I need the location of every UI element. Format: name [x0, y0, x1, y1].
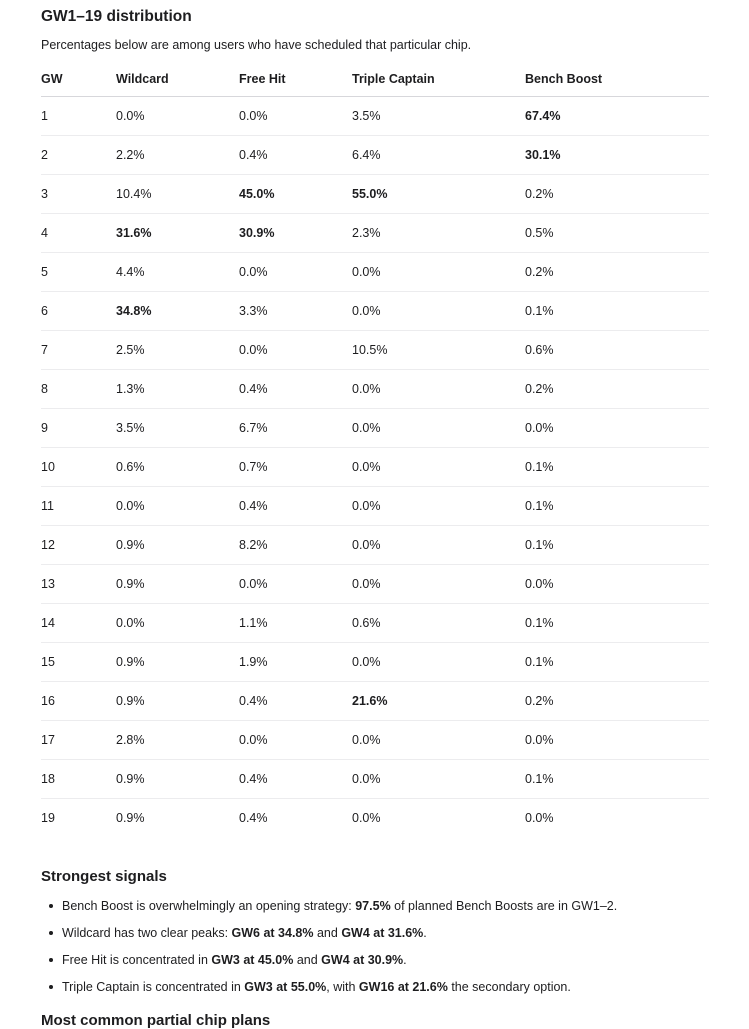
cell-wildcard: 0.6% — [116, 448, 239, 487]
cell-free-hit: 1.9% — [239, 643, 352, 682]
cell-wildcard: 2.5% — [116, 331, 239, 370]
table-row — [41, 448, 709, 487]
table-row — [41, 214, 709, 253]
cell-free-hit: 0.0% — [239, 565, 352, 604]
cell-free-hit: 45.0% — [239, 175, 352, 214]
cell-triple-captain: 0.0% — [352, 811, 381, 825]
cell-gw: 19 — [41, 811, 55, 825]
signal-highlight: GW4 at 30.9% — [321, 953, 404, 967]
cell-gw: 1 — [41, 97, 116, 136]
intro-text: Percentages below are among users who have scheduled that particular chip. — [41, 38, 472, 52]
cell-free-hit: 3.3% — [239, 292, 352, 331]
signal-text: Bench Boost is overwhelmingly an opening strategy: — [62, 899, 356, 913]
cell-wildcard: 2.2% — [116, 136, 239, 175]
table-row — [41, 760, 709, 799]
signals-title: Strongest signals — [41, 868, 167, 885]
cell-triple-captain: 0.0% — [352, 526, 525, 565]
signal-item — [41, 977, 617, 1004]
cell-free-hit: 0.0% — [239, 331, 352, 370]
cell-gw: 8 — [41, 370, 116, 409]
cell-wildcard: 34.8% — [116, 292, 239, 331]
cell-free-hit: 8.2% — [239, 526, 352, 565]
signal-highlight: GW16 at 21.6% — [358, 980, 448, 994]
cell-bench-boost: 0.1% — [525, 526, 709, 565]
cell-triple-captain: 0.0% — [352, 643, 525, 682]
cell-bench-boost: 0.1% — [525, 448, 709, 487]
cell-triple-captain: 0.0% — [352, 760, 525, 799]
cell-bench-boost: 0.0% — [525, 721, 709, 760]
cell-triple-captain: 0.0% — [352, 292, 525, 331]
cell-gw: 17 — [41, 721, 116, 760]
cell-wildcard: 0.9% — [116, 526, 239, 565]
cell-triple-captain: 21.6% — [352, 682, 525, 721]
cell-triple-captain: 2.3% — [352, 214, 525, 253]
header-bench-boost: Bench Boost — [525, 62, 709, 97]
cell-bench-boost: 0.0% — [525, 409, 709, 448]
signal-text: . — [403, 953, 407, 967]
cell-bench-boost: 0.0% — [525, 811, 554, 825]
table-row — [41, 682, 709, 721]
cell-triple-captain: 0.0% — [352, 721, 525, 760]
table-row — [41, 331, 709, 370]
section-title: GW1–19 distribution — [41, 8, 192, 25]
cell-free-hit: 0.4% — [239, 682, 352, 721]
cell-bench-boost: 0.2% — [525, 370, 709, 409]
cell-wildcard: 31.6% — [116, 214, 239, 253]
cell-wildcard: 0.9% — [116, 565, 239, 604]
table-row — [41, 604, 709, 643]
cell-wildcard: 0.9% — [116, 643, 239, 682]
cell-gw: 2 — [41, 136, 116, 175]
cell-free-hit: 6.7% — [239, 409, 352, 448]
cell-triple-captain: 0.0% — [352, 409, 525, 448]
signal-item — [41, 923, 617, 950]
table-row — [41, 409, 709, 448]
cell-wildcard: 0.9% — [116, 760, 239, 799]
cell-triple-captain: 0.0% — [352, 253, 525, 292]
cell-triple-captain: 3.5% — [352, 97, 525, 136]
cell-bench-boost: 67.4% — [525, 97, 709, 136]
cell-free-hit: 0.4% — [239, 811, 268, 825]
signal-text: , with — [326, 980, 359, 994]
cell-bench-boost: 0.0% — [525, 565, 709, 604]
signal-text: the secondary option. — [447, 980, 571, 994]
cell-gw: 12 — [41, 526, 116, 565]
signal-text: of planned Bench Boosts are in GW1–2. — [390, 899, 618, 913]
cell-triple-captain: 10.5% — [352, 331, 525, 370]
signal-highlight: GW4 at 31.6% — [341, 926, 424, 940]
signal-text: Free Hit is concentrated in — [62, 953, 212, 967]
cell-wildcard: 1.3% — [116, 370, 239, 409]
cell-free-hit: 0.7% — [239, 448, 352, 487]
cell-free-hit: 0.4% — [239, 370, 352, 409]
cell-bench-boost: 0.2% — [525, 682, 709, 721]
cell-bench-boost: 0.1% — [525, 604, 709, 643]
table-row — [41, 292, 709, 331]
signal-text: Wildcard has two clear peaks: — [62, 926, 232, 940]
cell-gw: 6 — [41, 292, 116, 331]
cell-bench-boost: 0.5% — [525, 214, 709, 253]
signal-highlight: 97.5% — [355, 899, 391, 913]
cell-bench-boost: 0.6% — [525, 331, 709, 370]
signal-highlight: GW3 at 55.0% — [244, 980, 327, 994]
table-row — [41, 253, 709, 292]
cell-gw: 11 — [41, 487, 116, 526]
signals-list — [41, 896, 617, 1004]
cell-free-hit: 0.0% — [239, 253, 352, 292]
cell-free-hit: 0.0% — [239, 721, 352, 760]
cell-bench-boost: 0.1% — [525, 487, 709, 526]
cell-wildcard: 3.5% — [116, 409, 239, 448]
cell-wildcard: 0.9% — [116, 682, 239, 721]
cell-free-hit: 0.0% — [239, 97, 352, 136]
cell-triple-captain: 0.6% — [352, 604, 525, 643]
cell-wildcard: 0.9% — [116, 811, 145, 825]
cell-triple-captain: 0.0% — [352, 370, 525, 409]
cell-triple-captain: 6.4% — [352, 136, 525, 175]
signal-highlight: GW6 at 34.8% — [231, 926, 314, 940]
signal-text: and — [293, 953, 322, 967]
signal-highlight: GW3 at 45.0% — [211, 953, 294, 967]
cell-bench-boost: 0.1% — [525, 643, 709, 682]
cell-gw: 7 — [41, 331, 116, 370]
signal-text: . — [423, 926, 427, 940]
table-header-row — [41, 62, 709, 97]
cell-triple-captain: 0.0% — [352, 448, 525, 487]
cell-gw: 18 — [41, 760, 116, 799]
header-free-hit: Free Hit — [239, 62, 352, 97]
distribution-table — [41, 62, 709, 837]
cell-triple-captain: 0.0% — [352, 487, 525, 526]
cell-free-hit: 0.4% — [239, 760, 352, 799]
header-wildcard: Wildcard — [116, 62, 239, 97]
cell-free-hit: 0.4% — [239, 487, 352, 526]
table-row — [41, 175, 709, 214]
cell-gw: 5 — [41, 253, 116, 292]
cell-wildcard: 0.0% — [116, 604, 239, 643]
cell-wildcard: 2.8% — [116, 721, 239, 760]
cell-wildcard: 0.0% — [116, 487, 239, 526]
cell-wildcard: 4.4% — [116, 253, 239, 292]
cell-bench-boost: 0.1% — [525, 292, 709, 331]
cell-gw: 15 — [41, 643, 116, 682]
cell-gw: 13 — [41, 565, 116, 604]
signal-item — [41, 950, 617, 977]
header-triple-captain: Triple Captain — [352, 62, 525, 97]
cell-gw: 4 — [41, 214, 116, 253]
table-row — [41, 487, 709, 526]
next-section-title: Most common partial chip plans — [41, 1012, 271, 1029]
signal-item — [41, 896, 617, 923]
cell-bench-boost: 30.1% — [525, 136, 709, 175]
cell-gw: 14 — [41, 604, 116, 643]
table-row — [41, 565, 709, 604]
cell-triple-captain: 0.0% — [352, 565, 525, 604]
header-gw: GW — [41, 62, 116, 97]
table-row — [41, 526, 709, 565]
cell-free-hit: 30.9% — [239, 214, 352, 253]
cell-gw: 3 — [41, 175, 116, 214]
table-body — [41, 97, 709, 838]
cell-free-hit: 0.4% — [239, 136, 352, 175]
cell-bench-boost: 0.2% — [525, 175, 709, 214]
cell-triple-captain: 55.0% — [352, 175, 525, 214]
cell-wildcard: 10.4% — [116, 175, 239, 214]
cell-bench-boost: 0.2% — [525, 253, 709, 292]
cell-gw: 9 — [41, 409, 116, 448]
table-row — [41, 721, 709, 760]
cell-free-hit: 1.1% — [239, 604, 352, 643]
cell-wildcard: 0.0% — [116, 97, 239, 136]
cell-bench-boost: 0.1% — [525, 760, 709, 799]
table-row — [41, 370, 709, 409]
cell-gw: 16 — [41, 682, 116, 721]
table-row — [41, 97, 709, 136]
table-row — [41, 799, 709, 838]
signal-text: Triple Captain is concentrated in — [62, 980, 245, 994]
cell-gw: 10 — [41, 448, 116, 487]
table-row — [41, 643, 709, 682]
table-row — [41, 136, 709, 175]
signal-text: and — [313, 926, 342, 940]
